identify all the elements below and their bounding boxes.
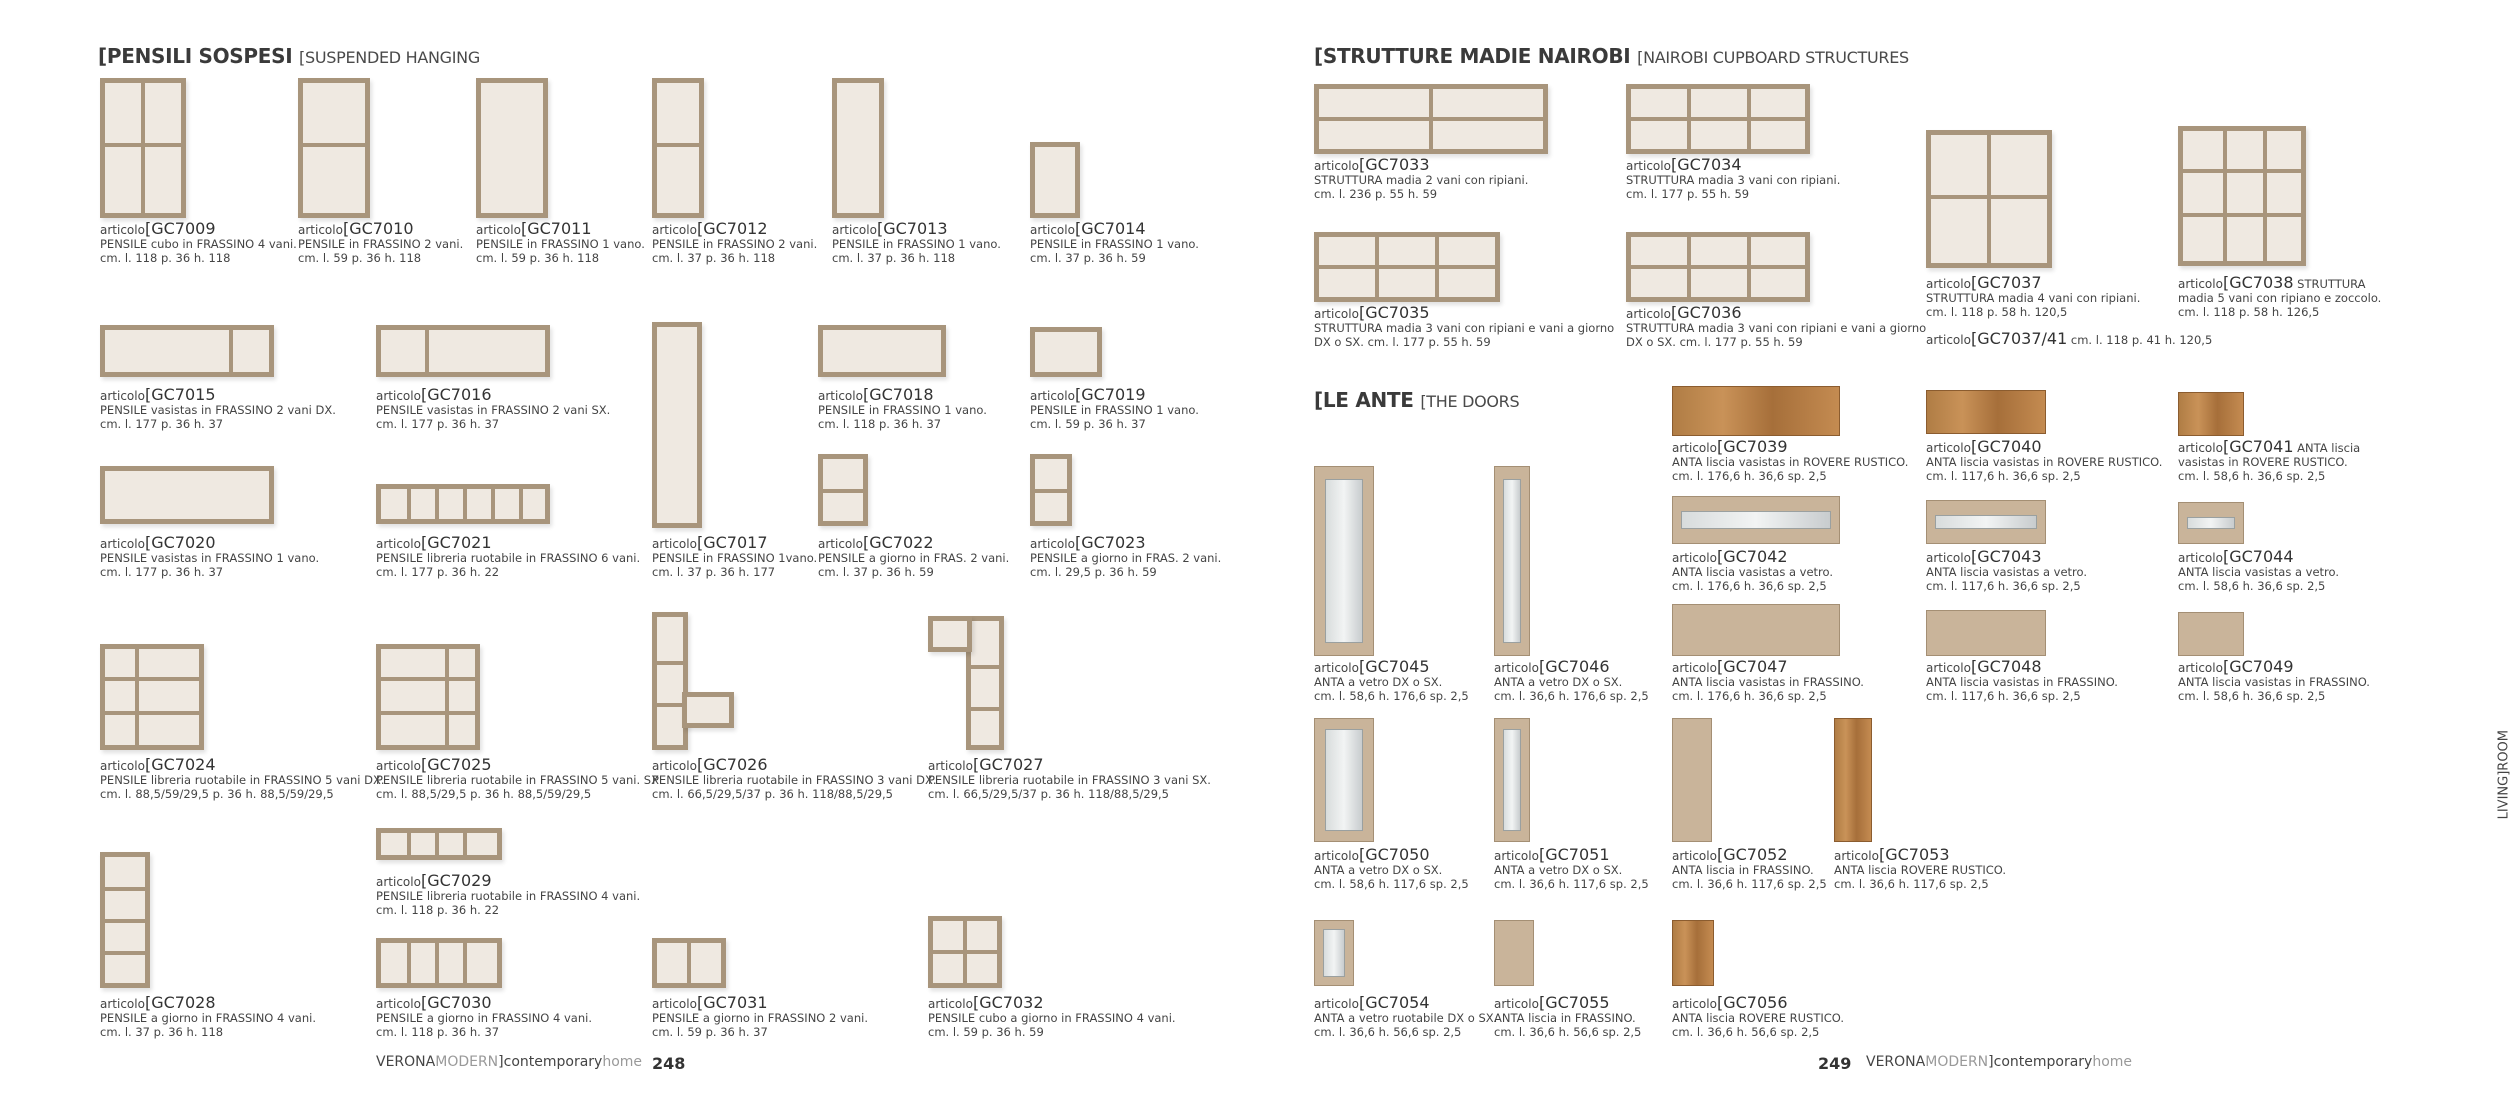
product-gc7031: articolo[GC7031 PENSILE a giorno in FRASSINO 2 vani. cm. l. 59 p. 36 h. 37 <box>652 993 868 1039</box>
product-gc7042: articolo[GC7042 ANTA liscia vasistas a vetro. cm. l. 176,6 h. 36,6 sp. 2,5 <box>1672 547 1834 593</box>
product-image-gc7016 <box>376 325 550 377</box>
product-gc7052: articolo[GC7052 ANTA liscia in FRASSINO. cm. l. 36,6 h. 117,6 sp. 2,5 <box>1672 845 1827 891</box>
product-image-gc7009 <box>100 78 186 218</box>
product-gc7049: articolo[GC7049 ANTA liscia vasistas in FRASSINO. cm. l. 58,6 h. 36,6 sp. 2,5 <box>2178 657 2370 703</box>
product-image-gc7013 <box>832 78 884 218</box>
product-image-gc7015 <box>100 325 274 377</box>
product-gc7022: articolo[GC7022 PENSILE a giorno in FRAS. 2 vani. cm. l. 37 p. 36 h. 59 <box>818 533 1010 579</box>
product-gc7015: articolo[GC7015 PENSILE vasistas in FRASSINO 2 vani DX. cm. l. 177 p. 36 h. 37 <box>100 385 336 431</box>
product-image-gc7045 <box>1314 466 1374 656</box>
product-image-gc7020 <box>100 466 274 524</box>
product-gc7036: articolo[GC7036 STRUTTURA madia 3 vani con ripiani e vani a giorno DX o SX. cm. l. 177 p. 55 h. 59 <box>1626 303 1927 349</box>
product-gc7009: articolo[GC7009 PENSILE cubo in FRASSINO 4 vani. cm. l. 118 p. 36 h. 118 <box>100 219 297 265</box>
product-gc7046: articolo[GC7046 ANTA a vetro DX o SX. cm. l. 36,6 h. 176,6 sp. 2,5 <box>1494 657 1649 703</box>
product-gc7016: articolo[GC7016 PENSILE vasistas in FRASSINO 2 vani SX. cm. l. 177 p. 36 h. 37 <box>376 385 611 431</box>
product-gc7029: articolo[GC7029 PENSILE libreria ruotabile in FRASSINO 4 vani. cm. l. 118 p. 36 h. 22 <box>376 871 641 917</box>
product-image-gc7053 <box>1834 718 1872 842</box>
product-image-gc7021 <box>376 484 550 524</box>
product-image-gc7024 <box>100 644 204 750</box>
page-number-right: 249 <box>1818 1054 1852 1073</box>
product-image-gc7035 <box>1314 232 1500 302</box>
page-number-left: 248 <box>652 1054 686 1073</box>
product-gc7026: articolo[GC7026 PENSILE libreria ruotabile in FRASSINO 3 vani DX. cm. l. 66,5/29,5/37 p. 36 h. 118/88,5/29,5 <box>652 755 937 801</box>
product-gc7024: articolo[GC7024 PENSILE libreria ruotabile in FRASSINO 5 vani DX. cm. l. 88,5/59/29,5 p. 36 h. 88,5/59/29,5 <box>100 755 385 801</box>
product-image-gc7054 <box>1314 920 1354 986</box>
product-gc7048: articolo[GC7048 ANTA liscia vasistas in FRASSINO. cm. l. 117,6 h. 36,6 sp. 2,5 <box>1926 657 2118 703</box>
product-image-gc7052 <box>1672 718 1712 842</box>
product-image-gc7051 <box>1494 718 1530 842</box>
product-gc7017: articolo[GC7017 PENSILE in FRASSINO 1vano. cm. l. 37 p. 36 h. 177 <box>652 533 818 579</box>
product-image-gc7014 <box>1030 142 1080 218</box>
product-image-gc7038 <box>2178 126 2306 266</box>
product-gc7021: articolo[GC7021 PENSILE libreria ruotabile in FRASSINO 6 vani. cm. l. 177 p. 36 h. 22 <box>376 533 641 579</box>
product-gc7045: articolo[GC7045 ANTA a vetro DX o SX. cm. l. 58,6 h. 176,6 sp. 2,5 <box>1314 657 1469 703</box>
product-gc7043: articolo[GC7043 ANTA liscia vasistas a vetro. cm. l. 117,6 h. 36,6 sp. 2,5 <box>1926 547 2088 593</box>
product-image-gc7011 <box>476 78 548 218</box>
side-label-livingroom: LIVING]ROOM <box>2496 730 2511 820</box>
product-image-gc7039 <box>1672 386 1840 436</box>
product-image-gc7043 <box>1926 500 2046 544</box>
footer-brand-right: VERONAMODERN]contemporaryhome <box>1866 1054 2133 1070</box>
product-gc7038: articolo[GC7038 STRUTTURA madia 5 vani con ripiano e zoccolo. cm. l. 118 p. 58 h. 126,5 <box>2178 273 2382 319</box>
section-title-ante: [LE ANTE [THE DOORS <box>1314 388 1520 412</box>
product-image-gc7044 <box>2178 502 2244 544</box>
product-image-gc7027-arm <box>928 616 972 652</box>
product-image-gc7056 <box>1672 920 1714 986</box>
product-gc7034: articolo[GC7034 STRUTTURA madia 3 vani con ripiani. cm. l. 177 p. 55 h. 59 <box>1626 155 1841 201</box>
product-image-gc7026 <box>652 612 688 750</box>
product-image-gc7012 <box>652 78 704 218</box>
product-gc7054: articolo[GC7054 ANTA a vetro ruotabile DX o SX. cm. l. 36,6 h. 56,6 sp. 2,5 <box>1314 993 1498 1039</box>
product-image-gc7049 <box>2178 612 2244 656</box>
product-image-gc7026-arm <box>682 692 734 728</box>
product-gc7025: articolo[GC7025 PENSILE libreria ruotabile in FRASSINO 5 vani. SX cm. l. 88,5/29,5 p. 36 h. 88,5/59/29,5 <box>376 755 659 801</box>
footer-brand-left: VERONAMODERN]contemporaryhome <box>376 1054 643 1070</box>
product-gc7033: articolo[GC7033 STRUTTURA madia 2 vani con ripiani. cm. l. 236 p. 55 h. 59 <box>1314 155 1529 201</box>
product-gc7018: articolo[GC7018 PENSILE in FRASSINO 1 vano. cm. l. 118 p. 36 h. 37 <box>818 385 987 431</box>
section-title-pensili: [PENSILI SOSPESI [SUSPENDED HANGING <box>98 44 480 68</box>
product-gc7053: articolo[GC7053 ANTA liscia ROVERE RUSTICO. cm. l. 36,6 h. 117,6 sp. 2,5 <box>1834 845 2007 891</box>
product-image-gc7050 <box>1314 718 1374 842</box>
product-gc7041: articolo[GC7041 ANTA liscia vasistas in ROVERE RUSTICO. cm. l. 58,6 h. 36,6 sp. 2,5 <box>2178 437 2361 483</box>
product-image-gc7023 <box>1030 454 1072 526</box>
product-image-gc7031 <box>652 938 726 988</box>
product-image-gc7010 <box>298 78 370 218</box>
product-image-gc7019 <box>1030 327 1102 377</box>
product-image-gc7046 <box>1494 466 1530 656</box>
product-gc7028: articolo[GC7028 PENSILE a giorno in FRASSINO 4 vani. cm. l. 37 p. 36 h. 118 <box>100 993 316 1039</box>
product-gc7037: articolo[GC7037 STRUTTURA madia 4 vani con ripiani. cm. l. 118 p. 58 h. 120,5 <box>1926 273 2141 319</box>
product-image-gc7017 <box>652 322 702 528</box>
product-gc7040: articolo[GC7040 ANTA liscia vasistas in ROVERE RUSTICO. cm. l. 117,6 h. 36,6 sp. 2,5 <box>1926 437 2163 483</box>
product-gc7020: articolo[GC7020 PENSILE vasistas in FRASSINO 1 vano. cm. l. 177 p. 36 h. 37 <box>100 533 320 579</box>
product-gc7012: articolo[GC7012 PENSILE in FRASSINO 2 vani. cm. l. 37 p. 36 h. 118 <box>652 219 818 265</box>
product-image-gc7034 <box>1626 84 1810 154</box>
product-image-gc7028 <box>100 852 150 988</box>
product-gc7056: articolo[GC7056 ANTA liscia ROVERE RUSTICO. cm. l. 36,6 h. 56,6 sp. 2,5 <box>1672 993 1845 1039</box>
product-image-gc7048 <box>1926 610 2046 656</box>
product-gc7037-41: articolo[GC7037/41 cm. l. 118 p. 41 h. 120,5 <box>1926 329 2213 348</box>
product-gc7051: articolo[GC7051 ANTA a vetro DX o SX. cm. l. 36,6 h. 117,6 sp. 2,5 <box>1494 845 1649 891</box>
product-gc7032: articolo[GC7032 PENSILE cubo a giorno in FRASSINO 4 vani. cm. l. 59 p. 36 h. 59 <box>928 993 1176 1039</box>
product-gc7039: articolo[GC7039 ANTA liscia vasistas in ROVERE RUSTICO. cm. l. 176,6 h. 36,6 sp. 2,5 <box>1672 437 1909 483</box>
product-gc7027: articolo[GC7027 PENSILE libreria ruotabile in FRASSINO 3 vani SX. cm. l. 66,5/29,5/37 p. 36 h. 118/88,5/29,5 <box>928 755 1211 801</box>
section-title-strutture: [STRUTTURE MADIE NAIROBI [NAIROBI CUPBOARD STRUCTURES <box>1314 44 1909 68</box>
product-gc7014: articolo[GC7014 PENSILE in FRASSINO 1 vano. cm. l. 37 p. 36 h. 59 <box>1030 219 1199 265</box>
product-image-gc7042 <box>1672 496 1840 544</box>
product-image-gc7022 <box>818 454 868 526</box>
product-image-gc7055 <box>1494 920 1534 986</box>
product-gc7023: articolo[GC7023 PENSILE a giorno in FRAS. 2 vani. cm. l. 29,5 p. 36 h. 59 <box>1030 533 1222 579</box>
product-image-gc7018 <box>818 325 946 377</box>
product-gc7010: articolo[GC7010 PENSILE in FRASSINO 2 vani. cm. l. 59 p. 36 h. 118 <box>298 219 464 265</box>
product-image-gc7025 <box>376 644 480 750</box>
product-image-gc7033 <box>1314 84 1548 154</box>
product-image-gc7047 <box>1672 604 1840 656</box>
product-gc7035: articolo[GC7035 STRUTTURA madia 3 vani con ripiani e vani a giorno DX o SX. cm. l. 177 p. 55 h. 59 <box>1314 303 1615 349</box>
product-gc7019: articolo[GC7019 PENSILE in FRASSINO 1 vano. cm. l. 59 p. 36 h. 37 <box>1030 385 1199 431</box>
product-gc7055: articolo[GC7055 ANTA liscia in FRASSINO. cm. l. 36,6 h. 56,6 sp. 2,5 <box>1494 993 1642 1039</box>
product-gc7047: articolo[GC7047 ANTA liscia vasistas in FRASSINO. cm. l. 176,6 h. 36,6 sp. 2,5 <box>1672 657 1864 703</box>
product-image-gc7030 <box>376 938 502 988</box>
product-gc7013: articolo[GC7013 PENSILE in FRASSINO 1 vano. cm. l. 37 p. 36 h. 118 <box>832 219 1001 265</box>
product-gc7011: articolo[GC7011 PENSILE in FRASSINO 1 vano. cm. l. 59 p. 36 h. 118 <box>476 219 645 265</box>
product-gc7030: articolo[GC7030 PENSILE a giorno in FRASSINO 4 vani. cm. l. 118 p. 36 h. 37 <box>376 993 592 1039</box>
product-gc7044: articolo[GC7044 ANTA liscia vasistas a vetro. cm. l. 58,6 h. 36,6 sp. 2,5 <box>2178 547 2340 593</box>
product-image-gc7037 <box>1926 130 2052 268</box>
product-image-gc7029 <box>376 828 502 860</box>
product-image-gc7040 <box>1926 390 2046 434</box>
product-image-gc7041 <box>2178 392 2244 436</box>
product-image-gc7032 <box>928 916 1002 988</box>
product-image-gc7036 <box>1626 232 1810 302</box>
product-gc7050: articolo[GC7050 ANTA a vetro DX o SX. cm. l. 58,6 h. 117,6 sp. 2,5 <box>1314 845 1469 891</box>
